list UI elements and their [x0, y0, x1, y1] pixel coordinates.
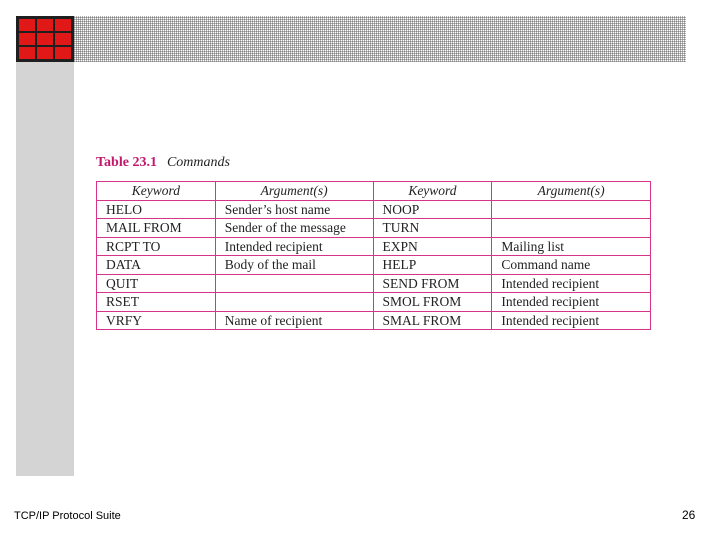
logo-cell [37, 19, 53, 31]
table-cell: SMOL FROM [373, 293, 492, 312]
page-number: 26 [682, 508, 696, 522]
table-cell: VRFY [97, 311, 216, 330]
table-cell: DATA [97, 256, 216, 275]
logo-cell [37, 33, 53, 45]
table-row [97, 219, 651, 238]
table-cell [492, 200, 651, 219]
table-header-row [97, 182, 651, 201]
table-caption [96, 155, 230, 171]
footer-title: TCP/IP Protocol Suite [14, 510, 121, 522]
table-row [97, 293, 651, 312]
logo-cell [55, 33, 71, 45]
table-cell: RSET [97, 293, 216, 312]
header-keyword: Keyword [97, 182, 216, 201]
table-cell: Sender of the message [215, 219, 373, 238]
table-caption-number: Table 23.1 [96, 155, 157, 170]
table-row [97, 256, 651, 275]
table-cell: NOOP [373, 200, 492, 219]
table-cell: MAIL FROM [97, 219, 216, 238]
commands-table [96, 181, 651, 330]
table-cell: EXPN [373, 237, 492, 256]
logo-cell [19, 47, 35, 59]
table-cell: Body of the mail [215, 256, 373, 275]
table-cell [492, 219, 651, 238]
table-cell: Name of recipient [215, 311, 373, 330]
table-row [97, 237, 651, 256]
table-cell: RCPT TO [97, 237, 216, 256]
table-row [97, 200, 651, 219]
table-cell: Intended recipient [215, 237, 373, 256]
grid-logo [16, 16, 74, 62]
table-cell: SMAL FROM [373, 311, 492, 330]
table-row [97, 311, 651, 330]
logo-cell [55, 47, 71, 59]
logo-cell [37, 47, 53, 59]
table-cell: HELO [97, 200, 216, 219]
logo-cell [55, 19, 71, 31]
logo-cell [19, 19, 35, 31]
table-cell: Intended recipient [492, 311, 651, 330]
header-keyword: Keyword [373, 182, 492, 201]
sidebar-bar [16, 16, 74, 476]
table-row [97, 274, 651, 293]
table-cell: Intended recipient [492, 293, 651, 312]
table-cell: Mailing list [492, 237, 651, 256]
table-cell: Intended recipient [492, 274, 651, 293]
table-cell [215, 274, 373, 293]
table-caption-title: Commands [166, 155, 230, 170]
table-cell: SEND FROM [373, 274, 492, 293]
header-arguments: Argument(s) [492, 182, 651, 201]
table-cell: Command name [492, 256, 651, 275]
logo-cell [19, 33, 35, 45]
table-cell [215, 293, 373, 312]
table-cell: Sender’s host name [215, 200, 373, 219]
header-arguments: Argument(s) [215, 182, 373, 201]
table-cell: TURN [373, 219, 492, 238]
dotted-header-band [74, 16, 686, 62]
table-cell: QUIT [97, 274, 216, 293]
table-cell: HELP [373, 256, 492, 275]
